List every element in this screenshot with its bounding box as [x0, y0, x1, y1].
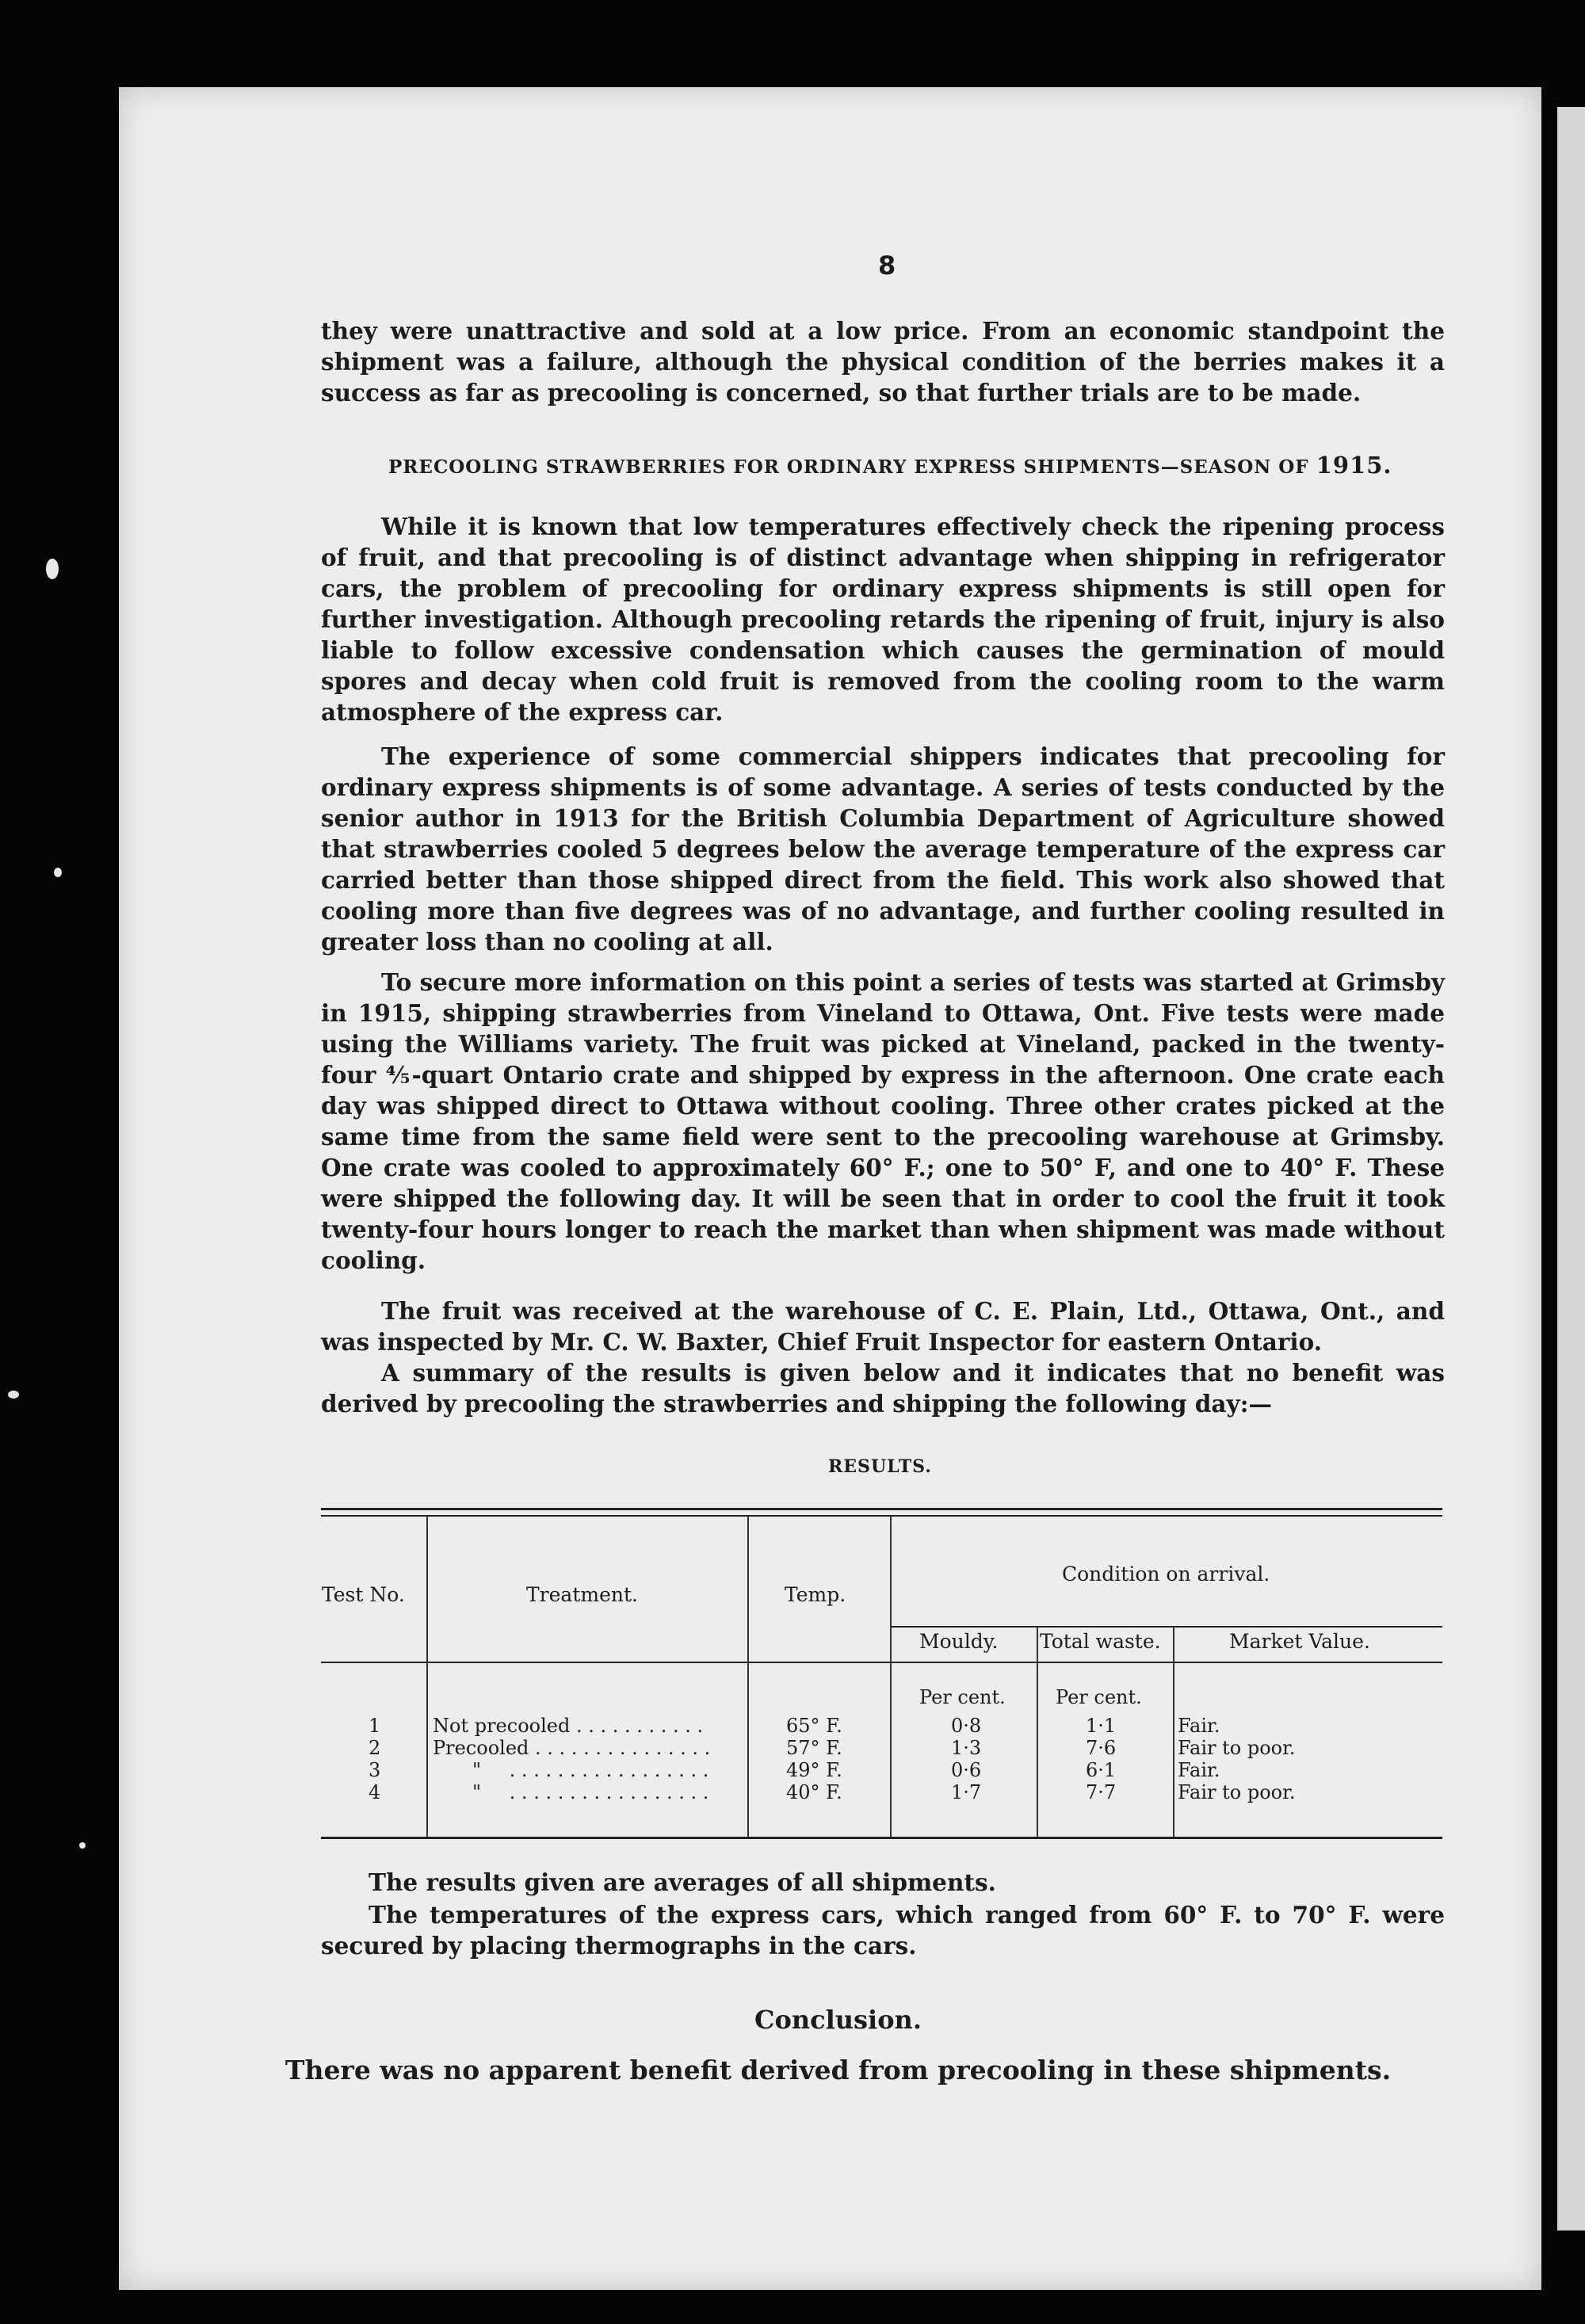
scan-speck — [46, 559, 59, 579]
header-condition: Condition on arrival. — [1062, 1563, 1270, 1586]
dot-leader: . . . . . . . . . . . . . . . . . — [503, 1759, 709, 1781]
column-divider — [426, 1517, 428, 1837]
conclusion-heading: Conclusion. — [754, 2005, 922, 2035]
section-heading-year: 1915. — [1316, 452, 1392, 479]
paragraph-summary: A summary of the results is given below and it indicates that no benefit was derived by precooling the strawberries and shipping the following day:— — [321, 1359, 1445, 1418]
scan-speck — [79, 1842, 86, 1849]
header-test-no: Test No. — [322, 1583, 405, 1606]
scan-speck — [54, 868, 62, 877]
ditto-mark: " — [472, 1759, 482, 1781]
cell-value: Fair. — [1178, 1715, 1220, 1737]
averages-note: The results given are averages of all shipments. — [369, 1868, 996, 1896]
header-total-waste: Total waste. — [1040, 1630, 1161, 1653]
cell-waste: 6·1 — [1086, 1759, 1117, 1781]
condition-subheader-rule — [892, 1626, 1442, 1628]
continuation-paragraph: they were unattractive and sold at a low price. From an economic standpoint the shipment was a failure, although the physical condition of the berries makes it a success as far as precooling is concerned, so that further trials are to be made. — [321, 317, 1445, 406]
cell-temp: 57° F. — [786, 1737, 842, 1759]
cell-temp: 40° F. — [786, 1781, 842, 1803]
paragraph-low-temperatures: While it is known that low temperatures effectively check the ripening process of fruit, and that precooling is of distinct advantage when shipping in refrigerator cars, the problem of precooling for ordinary express shipments is still open for further investigation. Although precooling retards the ripening of fruit, injury is also liable to follow excessive condensation which causes the germination of mould spores and decay when cold fruit is removed from the cooling room to the warm atmosphere of the express car. — [321, 513, 1445, 726]
cell-treatment — [433, 1737, 710, 1759]
paragraph-grimsby-tests: To secure more information on this point a series of tests was started at Grimsby in 1915, shipping strawberries from Vineland to Ottawa, Ont. Five tests were made using the Williams variety. The fruit was picked at Vineland, packed in the twenty-four ⅘-quart Ontario crate and shipped by express in the afternoon. One crate each day was shipped direct to Ottawa without cooling. Three other crates picked at the same time from the same field were sent to the precooling warehouse at Grimsby. One crate was cooled to approximately 60° F.; one to 50° F, and one to 40° F. These were shipped the following day. It will be seen that in order to cool the fruit it took twenty-four hours longer to reach the market than when shipment was made without cooling. — [321, 968, 1445, 1274]
header-mouldy: Mouldy. — [919, 1630, 999, 1653]
table-header-rule — [321, 1662, 1442, 1663]
table-top-rule — [321, 1508, 1442, 1510]
treatment-text: Not precooled — [433, 1715, 571, 1737]
cell-temp: 65° F. — [786, 1715, 842, 1737]
header-treatment: Treatment. — [526, 1583, 638, 1606]
temperature-note: The temperatures of the express cars, which ranged from 60° F. to 70° F. were secured by placing thermographs in the cars. — [321, 1901, 1445, 1960]
conclusion-text: There was no apparent benefit derived from precooling in these shipments. — [285, 2055, 1392, 2085]
section-heading-text: PRECOOLING STRAWBERRIES FOR ORDINARY EXPRESS SHIPMENTS—SEASON OF — [388, 456, 1309, 478]
cell-waste: 7·7 — [1086, 1781, 1117, 1803]
page-number: 8 — [878, 250, 896, 280]
cell-treatment — [433, 1781, 708, 1803]
cell-temp: 49° F. — [786, 1759, 842, 1781]
cell-test: 4 — [369, 1781, 381, 1803]
table-top-rule-2 — [321, 1515, 1442, 1517]
ditto-mark: " — [472, 1781, 482, 1803]
cell-value: Fair to poor. — [1178, 1737, 1296, 1759]
adjacent-page-edge — [1557, 107, 1585, 2231]
column-divider — [1173, 1628, 1174, 1837]
paragraph-inspection: The fruit was received at the warehouse of C. E. Plain, Ltd., Ottawa, Ont., and was inspected by Mr. C. W. Baxter, Chief Fruit Inspector for eastern Ontario. — [321, 1297, 1445, 1356]
cell-test: 2 — [369, 1737, 381, 1759]
cell-mouldy: 0·8 — [951, 1715, 982, 1737]
table-bottom-rule — [321, 1837, 1442, 1839]
cell-value: Fair to poor. — [1178, 1781, 1296, 1803]
waste-unit: Per cent. — [1056, 1686, 1142, 1708]
column-divider — [890, 1517, 892, 1837]
cell-waste: 1·1 — [1086, 1715, 1117, 1737]
cell-mouldy: 1·7 — [951, 1781, 982, 1803]
dot-leader: . . . . . . . . . . . . . . . — [529, 1737, 711, 1759]
cell-treatment — [433, 1759, 708, 1781]
column-divider — [747, 1517, 749, 1837]
header-market-value: Market Value. — [1229, 1630, 1370, 1653]
cell-test: 3 — [369, 1759, 381, 1781]
cell-waste: 7·6 — [1086, 1737, 1117, 1759]
header-temp: Temp. — [785, 1583, 846, 1606]
dot-leader: . . . . . . . . . . . . . . . . . — [503, 1781, 709, 1803]
mouldy-unit: Per cent. — [919, 1686, 1006, 1708]
column-divider — [1037, 1628, 1038, 1837]
scan-speck — [8, 1391, 19, 1399]
section-heading — [388, 452, 1392, 479]
paragraph-commercial-shippers: The experience of some commercial shippers indicates that precooling for ordinary express shipments is of some advantage. A series of tests conducted by the senior author in 1913 for the British Columbia Department of Agriculture showed that strawberries cooled 5 degrees below the average temperature of the express car carried better than those shipped direct from the field. This work also showed that cooling more than five degrees was of no advantage, and further cooling resulted in greater loss than no cooling at all. — [321, 742, 1445, 956]
treatment-text: Precooled — [433, 1737, 529, 1759]
cell-mouldy: 0·6 — [951, 1759, 982, 1781]
cell-test: 1 — [369, 1715, 381, 1737]
cell-mouldy: 1·3 — [951, 1737, 982, 1759]
dot-leader: . . . . . . . . . . . — [570, 1715, 704, 1737]
results-title: RESULTS. — [828, 1456, 932, 1477]
cell-treatment — [433, 1715, 703, 1737]
cell-value: Fair. — [1178, 1759, 1220, 1781]
